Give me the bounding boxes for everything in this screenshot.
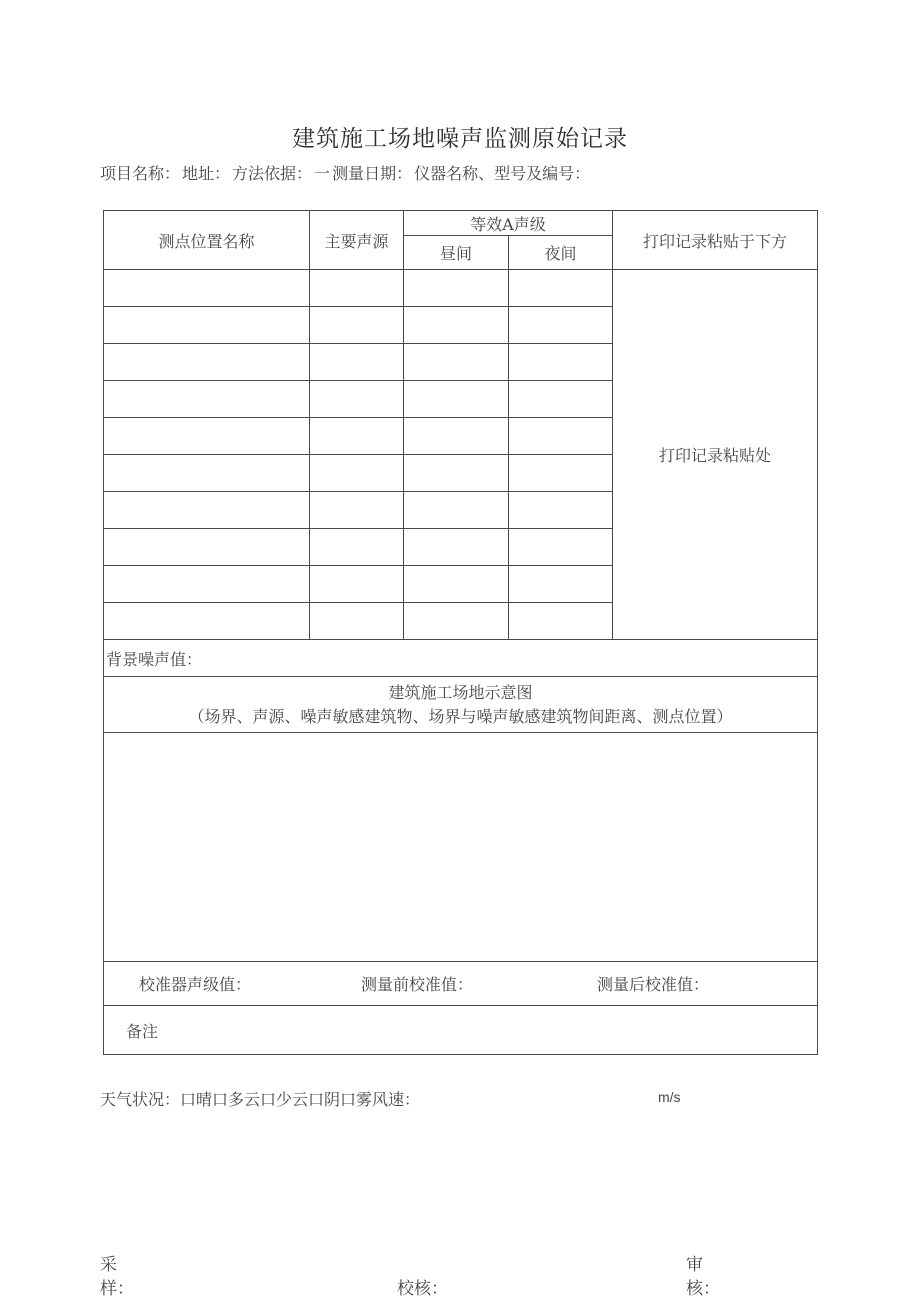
header-day: 昼间 — [404, 236, 509, 270]
source-cell[interactable] — [310, 344, 404, 381]
print-paste-area: 打印记录粘贴处 — [613, 270, 818, 640]
day-cell[interactable] — [404, 381, 509, 418]
source-cell[interactable] — [310, 529, 404, 566]
night-cell[interactable] — [509, 603, 613, 640]
source-cell[interactable] — [310, 270, 404, 307]
day-cell[interactable] — [404, 566, 509, 603]
day-cell[interactable] — [404, 529, 509, 566]
sampler-label-top: 采 — [100, 1255, 117, 1275]
checker-signature: 校核： — [397, 1279, 448, 1299]
table-row — [104, 270, 818, 307]
location-cell[interactable] — [104, 492, 310, 529]
night-cell[interactable] — [509, 381, 613, 418]
sampler-signature — [100, 1253, 134, 1301]
method-label: 方法依据： — [232, 164, 313, 183]
reviewer-label-bottom: 核： — [686, 1279, 720, 1299]
source-cell[interactable] — [310, 307, 404, 344]
day-cell[interactable] — [404, 455, 509, 492]
record-table — [103, 210, 818, 1055]
location-cell[interactable] — [104, 344, 310, 381]
page-title: 建筑施工场地噪声监测原始记录 — [292, 126, 628, 152]
source-cell[interactable] — [310, 455, 404, 492]
day-cell[interactable] — [404, 418, 509, 455]
night-cell[interactable] — [509, 270, 613, 307]
night-cell[interactable] — [509, 418, 613, 455]
background-noise-row[interactable] — [104, 640, 818, 677]
date-label: 测量日期： — [332, 164, 413, 183]
location-cell[interactable] — [104, 455, 310, 492]
sampler-label-bottom: 样： — [100, 1279, 134, 1299]
night-cell[interactable] — [509, 307, 613, 344]
dash-mark: 一 — [314, 164, 331, 183]
location-cell[interactable] — [104, 529, 310, 566]
weather-line — [100, 1087, 420, 1110]
location-cell[interactable] — [104, 307, 310, 344]
pre-cal-label: 测量前校准值： — [361, 975, 474, 994]
remarks-label: 备注 — [126, 1021, 159, 1041]
weather-label: 天气状况： — [100, 1090, 181, 1109]
header-location: 测点位置名称 — [104, 211, 310, 270]
header-print: 打印记录粘贴于下方 — [613, 211, 818, 270]
location-cell[interactable] — [104, 270, 310, 307]
night-cell[interactable] — [509, 492, 613, 529]
location-cell[interactable] — [104, 381, 310, 418]
instrument-label: 仪器名称、型号及编号： — [414, 164, 591, 183]
day-cell[interactable] — [404, 270, 509, 307]
reviewer-label-top: 审 — [686, 1255, 703, 1275]
header-source: 主要声源 — [310, 211, 404, 270]
night-cell[interactable] — [509, 455, 613, 492]
diagram-header — [104, 677, 818, 733]
header-leq: 等效A声级 — [404, 211, 613, 236]
remarks-row[interactable] — [104, 1006, 818, 1055]
address-label: 地址： — [182, 164, 231, 183]
reviewer-signature — [686, 1253, 720, 1301]
post-cal-label: 测量后校准值： — [597, 975, 710, 994]
location-cell[interactable] — [104, 418, 310, 455]
day-cell[interactable] — [404, 344, 509, 381]
source-cell[interactable] — [310, 566, 404, 603]
night-cell[interactable] — [509, 344, 613, 381]
project-name-label: 项目名称： — [100, 164, 181, 183]
weather-options[interactable]: 口晴口多云口少云口阴口雾风速： — [180, 1090, 421, 1109]
calibration-row — [104, 962, 818, 1006]
background-noise-label: 背景噪声值： — [106, 649, 203, 669]
meta-line — [100, 161, 592, 184]
source-cell[interactable] — [310, 603, 404, 640]
day-cell[interactable] — [404, 492, 509, 529]
location-cell[interactable] — [104, 566, 310, 603]
night-cell[interactable] — [509, 529, 613, 566]
wind-speed-unit: m/s — [658, 1089, 681, 1105]
day-cell[interactable] — [404, 603, 509, 640]
night-cell[interactable] — [509, 566, 613, 603]
day-cell[interactable] — [404, 307, 509, 344]
header-night: 夜间 — [509, 236, 613, 270]
calibrator-label: 校准器声级值： — [139, 975, 252, 994]
diagram-title: 建筑施工场地示意图 — [388, 682, 533, 702]
location-cell[interactable] — [104, 603, 310, 640]
source-cell[interactable] — [310, 492, 404, 529]
source-cell[interactable] — [310, 418, 404, 455]
diagram-subtitle: （场界、声源、噪声敏感建筑物、场界与噪声敏感建筑物间距离、测点位置） — [188, 706, 733, 726]
source-cell[interactable] — [310, 381, 404, 418]
diagram-area[interactable] — [104, 733, 818, 962]
